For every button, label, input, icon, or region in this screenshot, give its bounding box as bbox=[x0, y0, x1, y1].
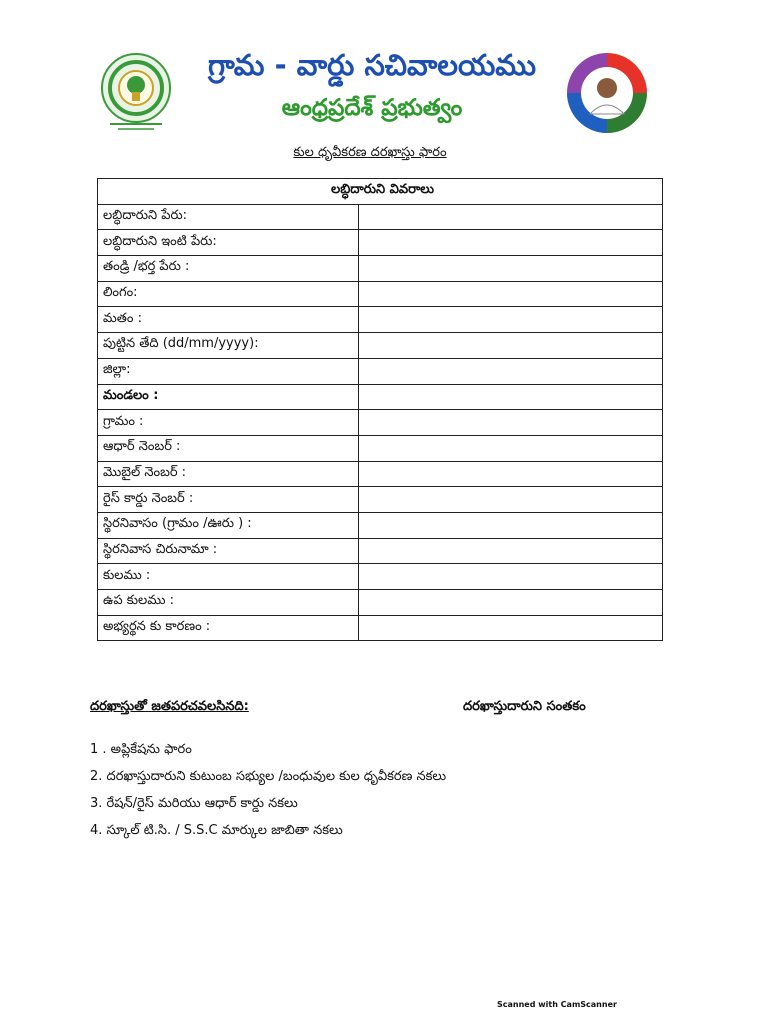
scanner-watermark: Scanned with CamScanner bbox=[497, 1000, 617, 1009]
table-row bbox=[98, 204, 663, 230]
beneficiary-details-table bbox=[97, 178, 663, 641]
table-row bbox=[98, 410, 663, 436]
field-label: గ్రామం : bbox=[98, 410, 359, 436]
field-value-cell[interactable] bbox=[359, 256, 663, 282]
field-value-cell[interactable] bbox=[359, 590, 663, 616]
list-item: 3. రేషన్/రైస్ మరియు ఆధార్ కార్డు నకలు bbox=[90, 796, 298, 811]
table-row bbox=[98, 358, 663, 384]
ap-government-emblem bbox=[98, 52, 174, 132]
table-row bbox=[98, 384, 663, 410]
field-value-cell[interactable] bbox=[359, 487, 663, 513]
field-value-cell[interactable] bbox=[359, 410, 663, 436]
table-row bbox=[98, 538, 663, 564]
field-value-cell[interactable] bbox=[359, 281, 663, 307]
field-value-cell[interactable] bbox=[359, 538, 663, 564]
navaratnalu-logo bbox=[566, 52, 648, 134]
field-label: లబ్ధిదారుని ఇంటి పేరు: bbox=[98, 230, 359, 256]
page-title: గ్రామ - వార్డు సచివాలయము bbox=[208, 48, 536, 82]
field-label: స్థిరనివాసం (గ్రామం /ఊరు ) : bbox=[98, 512, 359, 538]
field-label: తండ్రి /భర్త పేరు : bbox=[98, 256, 359, 282]
field-label: లబ్ధిదారుని పేరు: bbox=[98, 204, 359, 230]
field-label: మతం : bbox=[98, 307, 359, 333]
list-item: 2. దరఖాస్తుదారుని కుటుంబ సభ్యుల /బంధువుల కుల ధృవీకరణ నకలు bbox=[90, 769, 447, 784]
list-item: 1 . అప్లికేషను ఫారం bbox=[90, 742, 192, 757]
field-label: స్థిరనివాస చిరునామా : bbox=[98, 538, 359, 564]
field-value-cell[interactable] bbox=[359, 204, 663, 230]
field-value-cell[interactable] bbox=[359, 615, 663, 641]
table-row bbox=[98, 333, 663, 359]
field-label: మొబైల్ నెంబర్ : bbox=[98, 461, 359, 487]
field-label: ఉప కులము : bbox=[98, 590, 359, 616]
applicant-signature-label: దరఖాస్తుదారుని సంతకం bbox=[463, 699, 586, 714]
table-row bbox=[98, 307, 663, 333]
table-row bbox=[98, 281, 663, 307]
field-value-cell[interactable] bbox=[359, 512, 663, 538]
field-label: కులము : bbox=[98, 564, 359, 590]
field-label: అభ్యర్థన కు కారణం : bbox=[98, 615, 359, 641]
field-value-cell[interactable] bbox=[359, 230, 663, 256]
attachments-heading: దరఖాస్తుతో జతపరచవలసినది: bbox=[90, 699, 249, 714]
field-label: రైస్ కార్డు నెంబర్ : bbox=[98, 487, 359, 513]
table-row bbox=[98, 512, 663, 538]
field-value-cell[interactable] bbox=[359, 564, 663, 590]
list-item: 4. స్కూల్ టి.సి. / S.S.C మార్కుల జాబితా నకలు bbox=[90, 823, 343, 838]
table-row bbox=[98, 564, 663, 590]
attachments-list bbox=[90, 740, 446, 848]
table-row bbox=[98, 256, 663, 282]
field-value-cell[interactable] bbox=[359, 384, 663, 410]
field-label: ఆధార్ నెంబర్ : bbox=[98, 435, 359, 461]
field-value-cell[interactable] bbox=[359, 461, 663, 487]
field-label: పుట్టిన తేది (dd/mm/yyyy): bbox=[98, 333, 359, 359]
table-row bbox=[98, 461, 663, 487]
table-row bbox=[98, 230, 663, 256]
field-value-cell[interactable] bbox=[359, 307, 663, 333]
government-subtitle: ఆంధ్రప్రదేశ్ ప్రభుత్వం bbox=[281, 95, 463, 121]
field-value-cell[interactable] bbox=[359, 435, 663, 461]
table-row bbox=[98, 590, 663, 616]
table-row bbox=[98, 487, 663, 513]
field-label: జిల్లా: bbox=[98, 358, 359, 384]
table-row bbox=[98, 615, 663, 641]
table-row bbox=[98, 435, 663, 461]
field-value-cell[interactable] bbox=[359, 333, 663, 359]
table-heading: లబ్ధిదారుని వివరాలు bbox=[98, 179, 663, 205]
field-label: లింగం: bbox=[98, 281, 359, 307]
form-heading: కుల ధృవీకరణ దరఖాస్తు ఫారం bbox=[293, 145, 447, 160]
field-value-cell[interactable] bbox=[359, 358, 663, 384]
field-label: మండలం : bbox=[98, 384, 359, 410]
